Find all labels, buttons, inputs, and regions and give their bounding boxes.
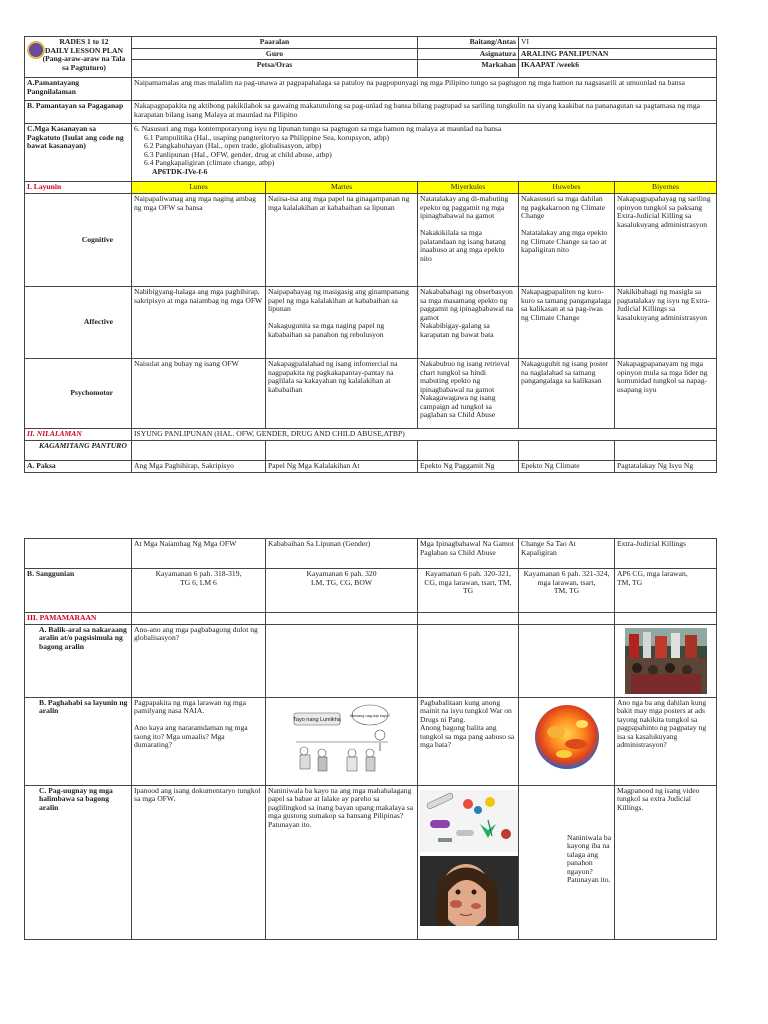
kasanayan-item: 6.3 Panlipunan (Hal., OFW, gender, drug at child abuse, atbp) — [144, 149, 332, 159]
climate-globe-map — [532, 702, 602, 772]
cognitive-martes: Naiisa-isa ang mga papel na ginagampanan ng mga kalalakihan at kababaihan sa lipunan — [266, 194, 418, 287]
petsa-label: Petsa/Oras — [132, 60, 418, 78]
empty-cell — [418, 613, 519, 625]
school-header-cell — [25, 37, 132, 78]
psychomotor-miyerkules: Nakabubuo ng isang retrieval chart tungkol sa hindi mabuting epekto ng ipinagbabawal na gamot Nakagawagawa ng isang campaign ad tungkol sa paglaban sa Child Abuse — [418, 359, 519, 429]
paaralan-label: Paaralan — [132, 37, 418, 49]
child-abuse-image — [420, 856, 518, 926]
empty-cell — [132, 613, 266, 625]
baitang-label: Baitang/Antas — [418, 37, 519, 49]
day-header: Lunes — [132, 182, 266, 194]
paksa-huwebes-top: Epekto Ng Climate — [519, 460, 615, 472]
empty-cell — [519, 440, 615, 460]
kagamitang-panturo-label: KAGAMITANG PANTURO — [25, 440, 132, 460]
pag-uugnay-martes: Naniniwala ba kayo na ang mga mahahalagang papel sa babae at lalake ay pareho sa paglilingkod sa inang bayan upang makalaya sa mga gustong sumakop sa bansang Pilipinas? Patunayan ito. — [266, 785, 418, 939]
sanggunian-biyernes: AP6 CG, mga larawan, TM, TG — [615, 569, 717, 613]
paksa-label: A. Paksa — [25, 460, 132, 472]
pag-uugnay-biyernes: Magpanood ng isang video tungkol sa extra Judicial Killings. — [615, 785, 717, 939]
psychomotor-martes: Nakapagpalalahad ng isang infomercial na nagpapakita ng pagkakapantay-pantay na paglilala sa kakayahan ng kalalakihan at kababaihan — [266, 359, 418, 429]
empty-cell — [615, 440, 717, 460]
cognitive-lunes: Naipapaliwanag ang mga naging ambag ng mga OFW sa bansa — [132, 194, 266, 287]
sanggunian-huwebes: Kayamanan 6 pah. 321-324, mga larawan, tsart, TM, TG — [519, 569, 615, 613]
pag-uugnay-label: C. Pag-uugnay ng mga halimbawa sa bagong aralin — [25, 785, 132, 939]
gender-roles-comic — [292, 701, 392, 779]
balik-aral-biyernes — [615, 624, 717, 697]
paksa-martes-bottom: Kababaihan Sa Lipunan (Gender) — [266, 539, 418, 569]
paghahabi-huwebes — [519, 697, 615, 785]
paksa-miyerkules-bottom: Mga Ipinagbabawal Na Gamot Paglaban sa Child Abuse — [418, 539, 519, 569]
affective-lunes: Nabibigyang-halaga ang mga paghihirap, sakripisyo at mga naiambag ng mga OFW — [132, 287, 266, 359]
drugs-image — [420, 790, 518, 852]
nilalaman-label: II. NILALAMAN — [25, 429, 132, 441]
markahan-value: IKAAPAT /week6 — [519, 60, 717, 78]
cognitive-miyerkules: Natatalakay ang di-mabuting epekto ng paggamit ng mga ipinagbabawal na gamot Nakakikilala sa mga palatandaan ng isang batang inaabuso at ang mga epekto nito — [418, 194, 519, 287]
affective-label: Affective — [25, 287, 132, 359]
empty-cell — [266, 440, 418, 460]
balik-aral-martes — [266, 624, 418, 697]
paghahabi-miyerkules: Pagbabalitaan kung anong mainit na isyu tungkol War on Drugs ni Pang. Anong bagong balita ang tungkol sa mga pang aabuso sa mga bata? — [418, 697, 519, 785]
psychomotor-label: Psychomotor — [25, 359, 132, 429]
pamantayan-sa-pagaganap-text: Nakapagpapakita ng aktibong pakikilahok sa gawaing makatutulong sa pag-unlad ng bansa bilang pagtupad sa sariling tungkulin na siyang kaakibat na pananagutan sa pagtamasa ng mga karapatan bilang isang Malaya at maunlad na Pilipino — [132, 101, 717, 124]
pag-uugnay-miyerkules — [418, 785, 519, 939]
baitang-value: VI — [519, 37, 717, 49]
empty-cell — [132, 440, 266, 460]
layunin-label: I. Layunin — [25, 182, 132, 194]
empty-cell — [615, 613, 717, 625]
paksa-lunes-bottom: At Mga Naiambag Ng Mga OFW — [132, 539, 266, 569]
paksa-lunes-top: Ang Mga Paghihirap, Sakripisyo — [132, 460, 266, 472]
affective-miyerkules: Nakababahagi ng obserbasyon sa mga masamang epekto ng paggamit ng ipinagbabawal na gamot Nakabibigay-galang sa karapatan ng bawat bata — [418, 287, 519, 359]
empty-cell — [266, 613, 418, 625]
kasanayan-label: C.Mga Kasanayan sa Pagkatuto (Isulat ang code ng bawat kasanayan) — [25, 124, 132, 182]
paghahabi-lunes: Pagpapakita ng mga larawan ng mga pamilyang nasa NAIA. Ano kaya ang nararamdaman ng mga taong ito? Mga umaalis? Mga dumarating? — [132, 697, 266, 785]
sanggunian-label: B. Sanggunian — [25, 569, 132, 613]
paghahabi-label: B. Paghahabi sa layunin ng aralin — [25, 697, 132, 785]
affective-martes: Naipapahayag ng masigasig ang ginampanang papel ng mga kalalakihan at kababaihan sa lipunan Nakagugunita sa mga naging papel ng kababaihan sa panahon ng rebolusyon — [266, 287, 418, 359]
kasanayan-code: AP6TDK-IVe-f-6 — [152, 166, 208, 176]
plan-subtitle: (Pang-araw-araw na Tala sa Pagtuturo) — [42, 54, 126, 72]
comic-bubble: Minsang nag-isip kayo? — [349, 713, 390, 718]
pag-uugnay-huwebes: Naniniwala ba kayong iba na talaga ang panahon ngayon? Patunayan ito. — [519, 785, 615, 939]
empty-cell — [519, 613, 615, 625]
guro-label: Guro — [132, 48, 418, 60]
psychomotor-biyernes: Nakapagpapanayam ng mga opinyon mula sa mga lider ng komunidad tungkol sa napag-usapang isyu — [615, 359, 717, 429]
cognitive-label: Cognitive — [25, 194, 132, 287]
paksa-biyernes-top: Pagtatalakay Ng Isyu Ng — [615, 460, 717, 472]
plan-title: DAILY LESSON PLAN — [45, 45, 123, 55]
affective-huwebes: Nakapagpapaliten ng kuro-kuro sa tamang pangangalaga sa kalikasan at sa pag-iwas ng Climate Change — [519, 287, 615, 359]
pamantayang-pangnilalaman-label: A.Pamantayang Pangnilalaman — [25, 78, 132, 101]
markahan-label: Markahan — [418, 60, 519, 78]
balik-aral-lunes: Anu-ano ang mga pagbabagong dulot ng globalisasyon? — [132, 624, 266, 697]
cognitive-biyernes: Nakapagpapahayag ng sariling opinyon tungkol sa paksang Extra-Judicial Killing sa kasalukuyang administrasyon — [615, 194, 717, 287]
kasanayan-main: 6. Nasusuri ang mga kontemporaryong isyu ng lipunan tungo sa pagtugon sa mga hamon ng malaya at maunlad na bansa — [134, 124, 502, 133]
paghahabi-martes — [266, 697, 418, 785]
balik-aral-label: A. Balik-aral sa nakaraang aralin at/o pagsisimula ng bagong aralin — [25, 624, 132, 697]
lesson-plan-table-2 — [24, 538, 717, 940]
sanggunian-miyerkules: Kayamanan 6 pah. 320-321, CG, mga larawan, tsart, TM, TG — [418, 569, 519, 613]
sanggunian-martes: Kayamanan 6 pah. 320 LM, TG, CG, BOW — [266, 569, 418, 613]
day-header: Martes — [266, 182, 418, 194]
asignatura-value: ARALING PANLIPUNAN — [519, 48, 717, 60]
sanggunian-lunes: Kayamanan 6 pah. 318-319, TG 6, LM 6 — [132, 569, 266, 613]
kasanayan-item: 6.1 Pampulitika (Hal., usaping pangteritoryo sa Philippine Sea, korupsyon, atbp) — [144, 132, 390, 142]
paksa-biyernes-bottom: Extra-Judicial Killings — [615, 539, 717, 569]
psychomotor-huwebes: Nakaguguhit ng isang poster na naglalahad sa tamang pangangalaga sa kalikasan — [519, 359, 615, 429]
affective-biyernes: Nakikibahagi ng masigla sa pagtatalakay ng isyu ng Extra-Judicial Killings sa kasalukuyang administrasyon — [615, 287, 717, 359]
pamamaraan-label: III. PAMAMARAAN — [25, 613, 132, 625]
ejk-protest-photo — [625, 628, 707, 694]
pamantayan-sa-pagaganap-label: B. Pamantayan sa Pagaganap — [25, 101, 132, 124]
comic-title: Tayo nang Lumikha — [292, 716, 341, 723]
deped-logo — [27, 41, 45, 59]
paksa-huwebes-bottom: Change Sa Tao At Kapaligiran — [519, 539, 615, 569]
pag-uugnay-lunes: Ipanood ang isang dokumentaryo tungkol sa mga OFW. — [132, 785, 266, 939]
empty-cell — [25, 539, 132, 569]
kasanayan-content — [132, 124, 717, 182]
kasanayan-item: 6.2 Pangkabuhayan (Hal., open trade, globalisasyon, atbp) — [144, 141, 322, 150]
paghahabi-biyernes: Ano nga ba ang dahilan kung bakit may mga posters at ads tayong nakikita tungkol sa pagpapahinto ng pagpatay ng isa sa kasalukuyang administrasyon? — [615, 697, 717, 785]
kasanayan-item: 6.4 Pangkapaligiran (climate change, atbp) — [144, 158, 275, 167]
nilalaman-text: ISYUNG PANLIPUNAN (HAL. OFW, GENDER, DRUG AND CHILD ABUSE,ATBP) — [132, 429, 717, 441]
grade-range: RADES 1 to 12 — [59, 37, 109, 46]
day-header: Miyerkules — [418, 182, 519, 194]
lesson-plan-table-1 — [24, 36, 717, 473]
balik-aral-huwebes — [519, 624, 615, 697]
balik-aral-miyerkules — [418, 624, 519, 697]
cognitive-huwebes: Nakasusuri sa mga dahilan ng pagkakaroon ng Climate Change Natatalakay ang mga epekto ng Climate Change sa tao at kapaligiran nito — [519, 194, 615, 287]
day-header: Huwebes — [519, 182, 615, 194]
psychomotor-lunes: Naisulat ang buhay ng isang OFW — [132, 359, 266, 429]
asignatura-label: Asignatura — [418, 48, 519, 60]
paksa-miyerkules-top: Epekto Ng Paggamit Ng — [418, 460, 519, 472]
pamantayang-pangnilalaman-text: Naipamamalas ang mas malalim na pag-unawa at pagpapahalaga sa patuloy na pagpupunyagi ng mga Pilipino tungo sa pagtugon ng mga hamon na nagsasarili at umuunlad na bansa — [132, 78, 717, 101]
empty-cell — [418, 440, 519, 460]
day-header: Biyernes — [615, 182, 717, 194]
paksa-martes-top: Papel Ng Mga Kalalakihan At — [266, 460, 418, 472]
